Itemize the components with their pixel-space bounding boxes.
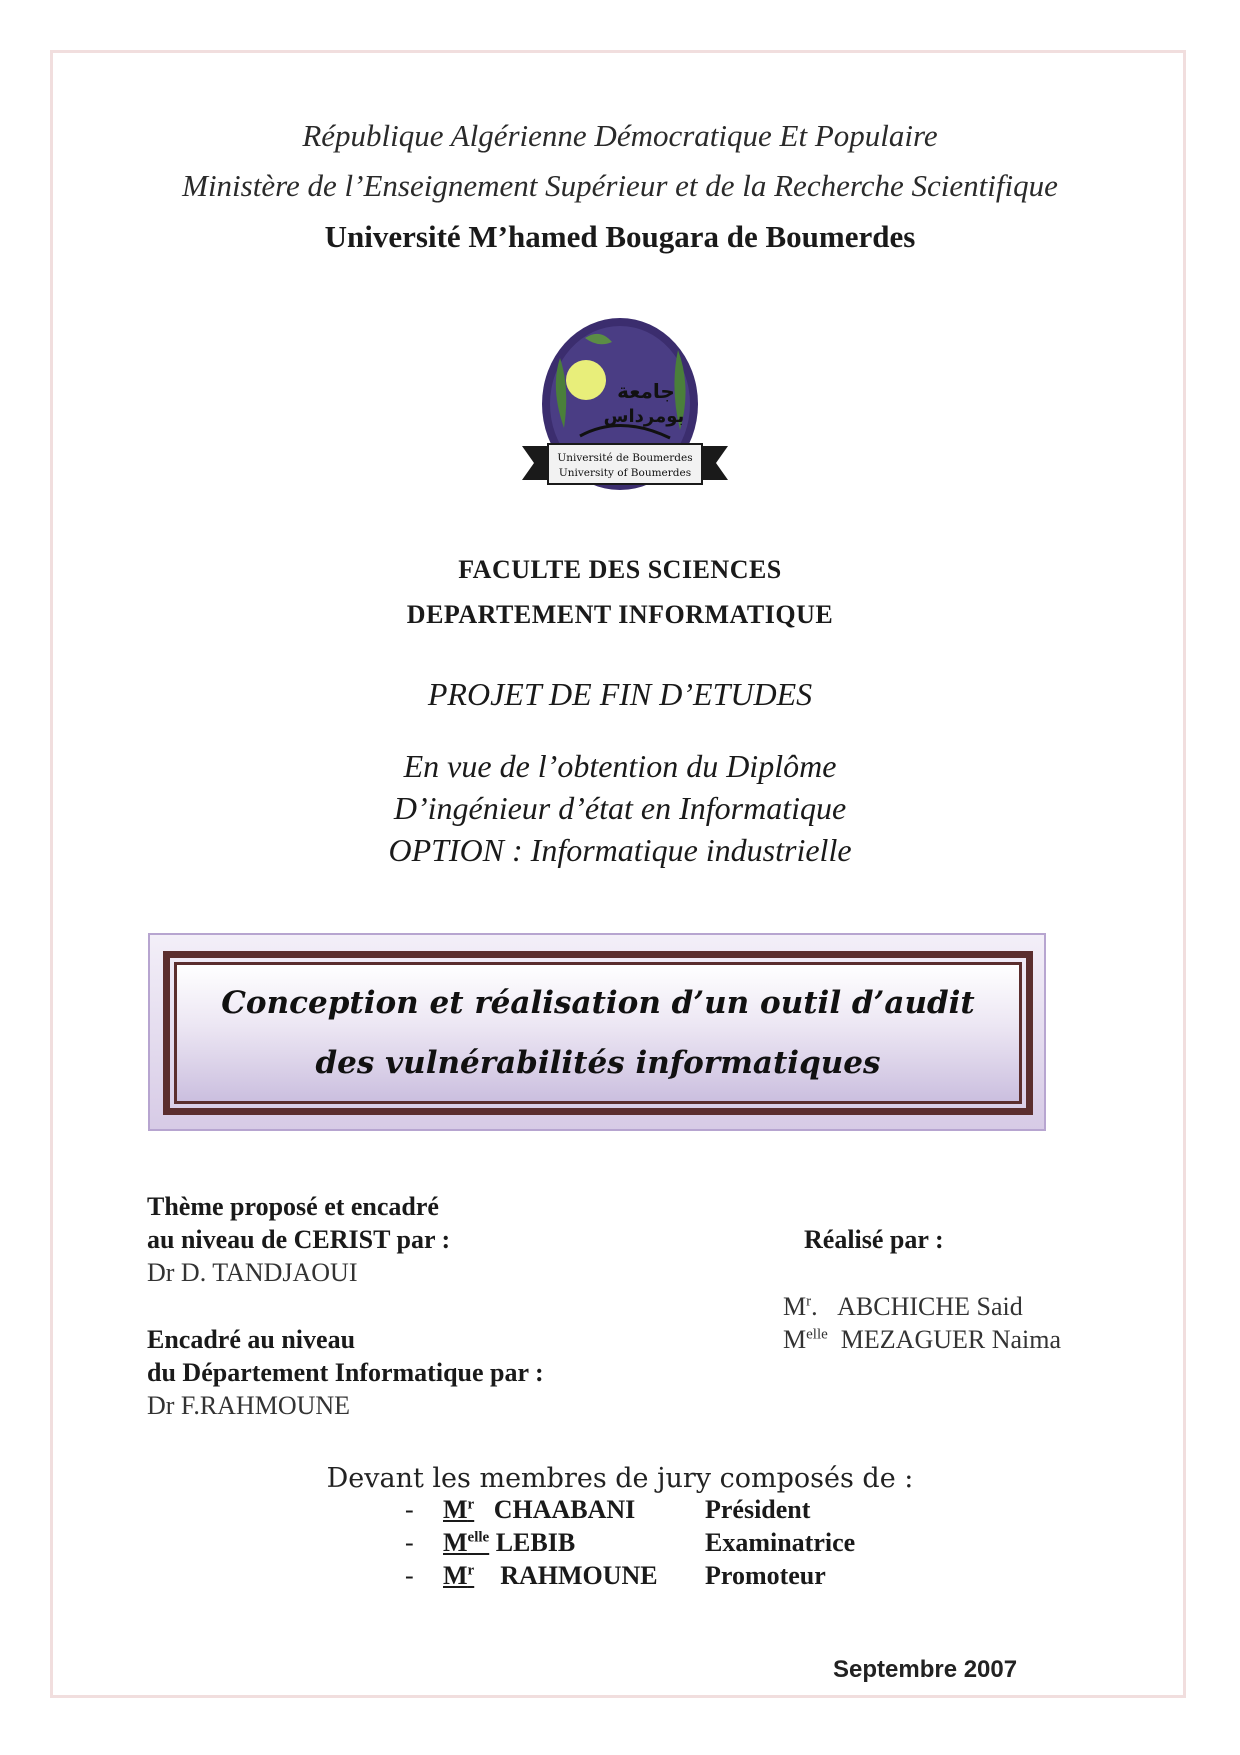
thesis-title-line-2: des vulnérabilités informatiques <box>315 1045 881 1081</box>
author-1: $M^r$. ABCHICHE Said <box>783 1292 1023 1321</box>
dept-supervision-label-1: Encadré au niveau <box>147 1325 356 1354</box>
faculty-heading: FACULTE DES SCIENCES <box>458 555 782 584</box>
project-label: PROJET DE FIN D’ETUDES <box>427 676 813 712</box>
diploma-line-2: D’ingénieur d’état en Informatique <box>393 790 847 826</box>
logo-arabic-1: جامعة <box>617 379 675 403</box>
jury-member-role: Président <box>705 1495 811 1524</box>
logo-banner-en: University of Boumerdes <box>558 467 692 479</box>
diploma-option: OPTION : Informatique industrielle <box>388 832 852 868</box>
university-logo <box>520 318 730 510</box>
author-2-name: MEZAGUER Naima <box>840 1325 1062 1354</box>
author-1-name: ABCHICHE Said <box>837 1292 1023 1321</box>
jury-member: - $M^r$ RAHMOUNE Promoteur <box>405 1561 826 1590</box>
jury-member-name: CHAABANI <box>493 1495 636 1524</box>
university-heading: Université M’hamed Bougara de Boumerdes <box>324 219 916 254</box>
dept-supervision-label-2: du Département Informatique par : <box>147 1358 544 1387</box>
dept-supervisor-name: Dr F.RAHMOUNE <box>147 1391 351 1420</box>
republic-heading: République Algérienne Démocratique Et Populaire <box>302 118 938 153</box>
jury-member: - $M^{elle}$ LEBIB Examinatrice <box>405 1528 856 1557</box>
moon-icon <box>566 360 606 400</box>
thesis-title-inner <box>174 962 1022 1104</box>
logo-arabic-2: بومرداس <box>603 406 685 427</box>
author-2: $M^{elle}$ MEZAGUER Naima <box>783 1325 1062 1354</box>
jury-member-role: Examinatrice <box>705 1528 856 1557</box>
authors-label: Réalisé par : <box>804 1225 944 1254</box>
thesis-title-line-1: Conception et réalisation d’un outil d’audit <box>221 985 975 1021</box>
thesis-title-box <box>163 951 1033 1115</box>
date: Septembre 2007 <box>833 1656 1018 1683</box>
jury-member-name: LEBIB <box>495 1528 576 1557</box>
jury-member: - $M^r$ CHAABANI Président <box>405 1495 811 1524</box>
jury-member-role: Promoteur <box>705 1561 826 1590</box>
page-border <box>50 50 1186 1698</box>
cerist-supervision-label-2: au niveau de CERIST par : <box>147 1225 451 1254</box>
jury-intro: Devant les membres de jury composés de : <box>326 1463 914 1494</box>
ministry-heading: Ministère de l’Enseignement Supérieur et de la Recherche Scientifique <box>182 168 1058 203</box>
jury-member-name: RAHMOUNE <box>500 1561 658 1590</box>
logo-banner-fr: Université de Boumerdes <box>557 452 693 464</box>
diploma-line-1: En vue de l’obtention du Diplôme <box>403 748 837 784</box>
department-heading: DEPARTEMENT INFORMATIQUE <box>406 600 834 629</box>
cerist-supervision-label-1: Thème proposé et encadré <box>147 1192 439 1221</box>
cerist-supervisor-name: Dr D. TANDJAOUI <box>147 1258 358 1287</box>
